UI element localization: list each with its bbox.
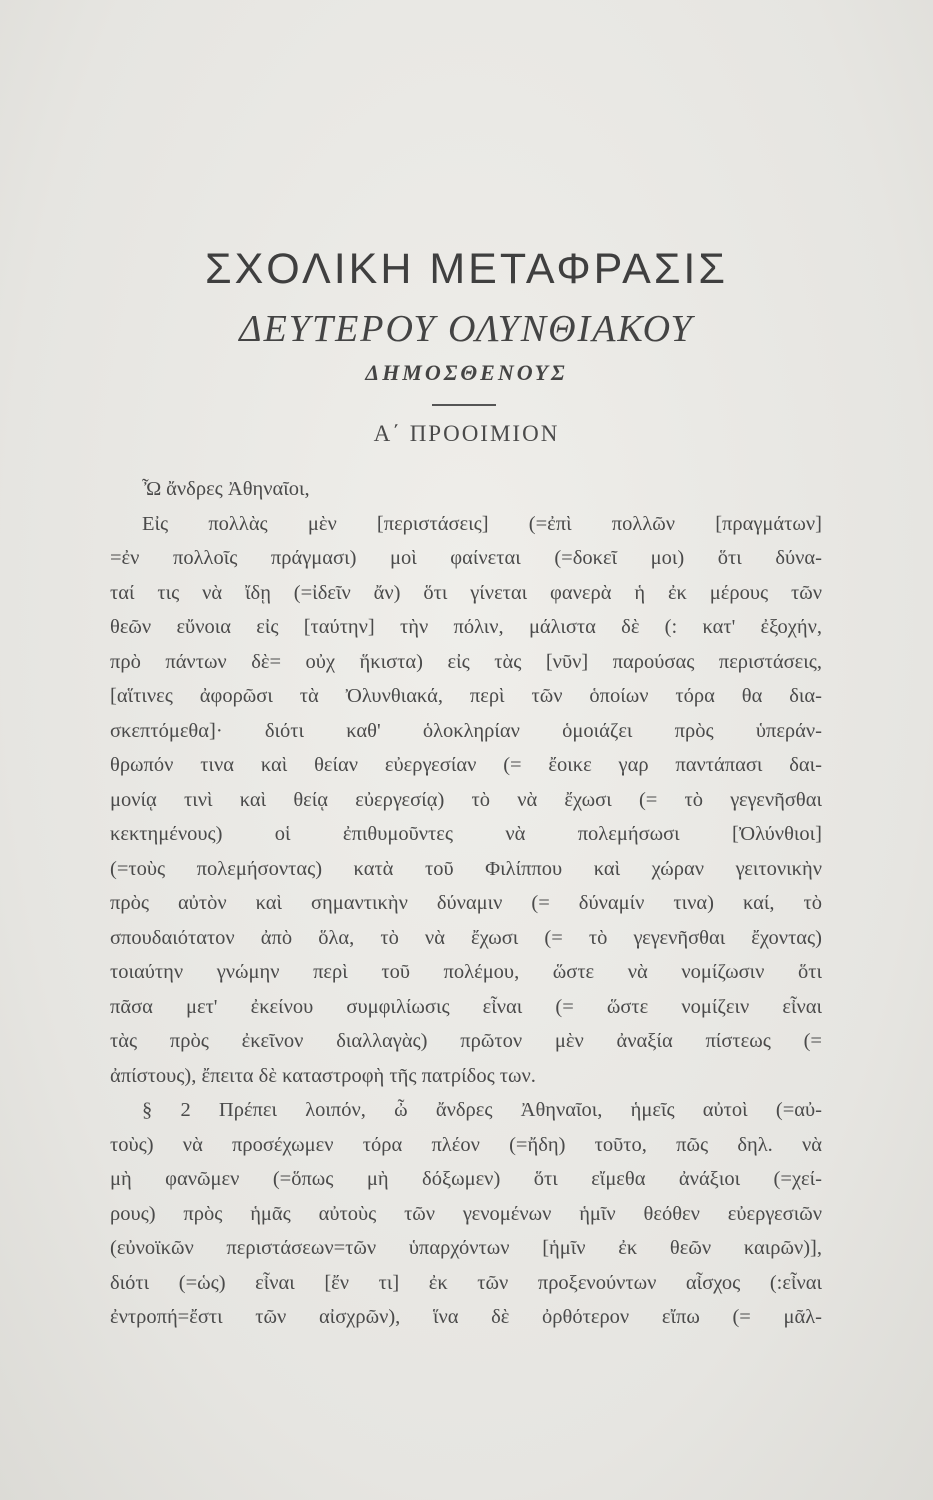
text-line: μονίᾳ τινὶ καὶ θείᾳ εὐεργεσίᾳ) τὸ νὰ ἔχωσι (= τὸ γεγενῆσθαι [110,788,822,811]
text-line: θρωπόν τινα καὶ θείαν εὐεργεσίαν (= ἔοικε γαρ παντάπασι δαι- [110,754,822,776]
text-line: (=τοὺς πολεμήσοντας) κατὰ τοῦ Φιλίππου καὶ χώραν γειτονικὴν [110,857,822,880]
text-line: θεῶν εὔνοια εἰς [ταύτην] τὴν πόλιν, μάλιστα δὲ (: κατ' ἐξοχήν, [110,616,822,638]
text-line: [αἵτινες ἀφορῶσι τὰ Ὀλυνθιακά, περὶ τῶν ὁποίων τόρα θα δια- [110,685,822,707]
title-divider [432,404,496,406]
body-text [110,472,822,1335]
text-line: § 2 Πρέπει λοιπόν, ὦ ἄνδρες Ἀθηναῖοι, ἡμεῖς αὐτοὶ (=αὐ- [142,1099,822,1121]
text-line: Εἰς πολλὰς μὲν [περιστάσεις] (=ἐπὶ πολλῶν [πραγμάτων] [142,512,822,535]
text-line: ἐντροπή=ἔστι τῶν αἰσχρῶν), ἵνα δὲ ὀρθότερον εἴπω (= μᾶλ- [110,1306,822,1328]
text-line: ἀπίστους), ἔπειτα δὲ καταστροφὴ τῆς πατρίδος των. [110,1064,536,1087]
text-line: διότι (=ὡς) εἶναι [ἔν τι] ἐκ τῶν προξενούντων αἶσχος (:εἶναι [110,1271,822,1294]
section-heading: Α΄ ΠΡΟΟΙΜΙΟΝ [373,421,560,446]
text-line: τὰς πρὸς ἐκεῖνον διαλλαγὰς) πρῶτον μὲν ἀναξία πίστεως (= [110,1030,822,1052]
text-line: πρὸς αὐτὸν καὶ σημαντικὴν δύναμιν (= δύναμίν τινα) καί, τὸ [110,892,822,914]
greeting-line: Ὦ ἄνδρες Ἀθηναῖοι, [142,478,310,500]
text-line: ταί τις νὰ ἴδῃ (=ἰδεῖν ἄν) ὅτι γίνεται φανερὰ ἡ ἐκ μέρους τῶν [110,581,822,604]
text-line: ρους) πρὸς ἡμᾶς αὐτοὺς τῶν γενομένων ἡμῖν θεόθεν εὐεργεσιῶν [110,1202,822,1225]
text-line: =ἐν πολλοῖς πράγμασι) μοὶ φαίνεται (=δοκεῖ μοι) ὅτι δύνα- [110,547,822,569]
text-line: πᾶσα μετ' ἐκείνου συμφιλίωσις εἶναι (= ὥστε νομίζειν εἶναι [110,995,822,1018]
text-line: τοὺς) νὰ προσέχωμεν τόρα πλέον (=ἤδη) τοῦτο, πῶς δηλ. νὰ [110,1133,822,1156]
text-line: τοιαύτην γνώμην περὶ τοῦ πολέμου, ὥστε νὰ νομίζωσιν ὅτι [110,961,822,983]
text-line: σκεπτόμεθα]· διότι καθ' ὁλοκληρίαν ὁμοιάζει πρὸς ὑπεράν- [110,719,822,742]
title-school-translation: ΣΧΟΛΙΚΗ ΜΕΤΑΦΡΑΣΙΣ [205,245,728,293]
text-line: μὴ φανῶμεν (=ὅπως μὴ δόξωμεν) ὅτι εἴμεθα ἀνάξιοι (=χεί- [110,1168,822,1190]
text-line: πρὸ πάντων δὲ= οὐχ ἥκιστα) εἰς τὰς [νῦν] παρούσας περιστάσεις, [110,650,822,673]
text-line: σπουδαιότατον ἀπὸ ὅλα, τὸ νὰ ἔχωσι (= τὸ γεγενῆσθαι ἔχοντας) [110,926,822,949]
title-author: ΔΗΜΟΣΘΕΝΟΥΣ [365,360,568,385]
title-second-olynthiac: ΔΕΥΤΕΡΟΥ ΟΛΥΝΘΙΑΚΟΥ [239,308,694,350]
text-line: κεκτημένους) οἱ ἐπιθυμοῦντες νὰ πολεμήσωσι [Ὀλύνθιοι] [110,823,822,845]
text-line: (εὐνοϊκῶν περιστάσεων=τῶν ὑπαρχόντων [ἡμῖν ἐκ θεῶν καιρῶν)], [110,1237,822,1259]
